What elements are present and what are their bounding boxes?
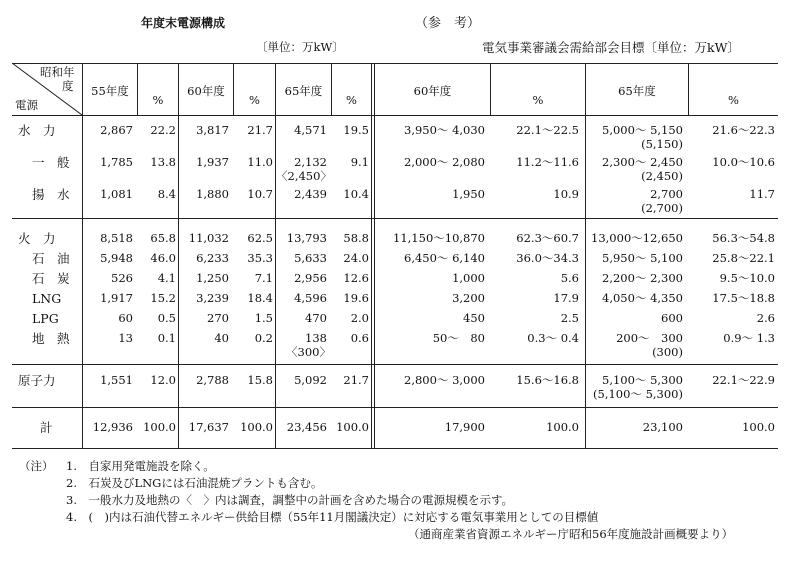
cell-v55: 2,867 — [100, 123, 133, 137]
cell-p65: 12.6 — [343, 271, 369, 285]
col-header-pct-55: % — [152, 93, 164, 107]
row-label: 計 — [40, 420, 53, 435]
right-table-title: 電気事業審議会需給部会目標〔単位：万kW〕 — [482, 40, 740, 55]
cell-p55: 0.1 — [157, 331, 176, 345]
cell-rp65: 10.0～10.6 — [712, 155, 775, 169]
cell-rp65: 11.7 — [749, 187, 775, 201]
col-header-55: 55年度 — [91, 84, 129, 98]
cell-v60: 1,250 — [196, 271, 229, 285]
cell-v60: 11,032 — [188, 231, 229, 245]
cell-p60: 7.1 — [254, 271, 273, 285]
column-divider — [233, 63, 234, 115]
cell-v55: 8,518 — [100, 231, 133, 245]
notes-label: （注） — [19, 459, 54, 473]
cell-v60: 6,233 — [196, 251, 229, 265]
cell-v55: 1,917 — [100, 291, 133, 305]
cell-v65-planned: 〈300〉 — [286, 345, 331, 359]
thermal-group-separator — [12, 364, 778, 365]
cell-p60: 100.0 — [240, 420, 273, 434]
cell-r60: 11,150～10,870 — [393, 231, 485, 245]
cell-p65: 19.5 — [343, 123, 369, 137]
cell-rp60: 11.2～11.6 — [516, 155, 579, 169]
note-item: 2. 石炭及びLNGには石油混焼プラントも含む。 — [66, 476, 323, 490]
column-divider — [331, 63, 332, 115]
cell-rp60: 0.3～ 0.4 — [527, 331, 579, 345]
cell-rp65: 100.0 — [742, 420, 775, 434]
row-label: 石 油 — [32, 251, 70, 266]
cell-p55: 8.4 — [157, 187, 176, 201]
cell-r60: 3,950～ 4,030 — [404, 123, 485, 137]
cell-v65: 2,132 — [294, 155, 327, 169]
cell-r65: 5,950～ 5,100 — [602, 251, 683, 265]
cell-p60: 21.7 — [247, 123, 273, 137]
cell-p55: 13.8 — [150, 155, 176, 169]
cell-p65: 0.6 — [350, 331, 369, 345]
hydro-group-separator — [12, 218, 778, 219]
cell-v65: 138 — [305, 331, 327, 345]
ref-col-header-60: 60年度 — [413, 84, 452, 98]
corner-header-source: 電源 — [15, 98, 38, 112]
row-label: 水 力 — [18, 123, 56, 138]
cell-rp65: 21.6～22.3 — [712, 123, 775, 137]
cell-r65: 4,050～ 4,350 — [602, 291, 683, 305]
cell-rp65: 56.3～54.8 — [712, 231, 775, 245]
cell-v65: 23,456 — [286, 420, 327, 434]
cell-v65-planned: 〈2,450〉 — [276, 169, 332, 183]
cell-rp60: 62.3～60.7 — [516, 231, 579, 245]
cell-p65: 2.0 — [350, 311, 369, 325]
cell-rp65: 17.5～18.8 — [712, 291, 775, 305]
cell-p60: 0.2 — [254, 331, 273, 345]
col-header-60: 60年度 — [187, 84, 225, 98]
cell-r65-target: (300) — [652, 345, 683, 359]
note-item: 1. 自家用発電施設を除く。 — [66, 459, 215, 473]
cell-r65: 2,300～ 2,450 — [602, 155, 683, 169]
note-item: 3. 一般水力及地熱の〈 〉内は調査，調整中の計画を含めた場合の電源規模を示す。 — [66, 493, 514, 507]
cell-v60: 270 — [207, 311, 229, 325]
cell-r60: 2,000～ 2,080 — [404, 155, 485, 169]
cell-r65: 2,700 — [650, 187, 683, 201]
cell-p55: 46.0 — [150, 251, 176, 265]
ref-col-header-pct-65: % — [728, 93, 739, 107]
cell-v60: 3,817 — [196, 123, 229, 137]
cell-p55: 65.8 — [150, 231, 176, 245]
cell-v65: 2,439 — [294, 187, 327, 201]
row-label: 揚 水 — [32, 187, 70, 202]
column-divider — [688, 63, 689, 115]
cell-v60: 3,239 — [196, 291, 229, 305]
row-label: 一 般 — [32, 155, 70, 170]
cell-p55: 12.0 — [150, 373, 176, 387]
cell-r65-target: (2,450) — [641, 169, 683, 183]
row-label: 火 力 — [18, 231, 56, 246]
cell-p65: 10.4 — [343, 187, 369, 201]
cell-rp60: 17.9 — [553, 291, 579, 305]
cell-v65: 470 — [305, 311, 327, 325]
cell-v65: 4,596 — [294, 291, 327, 305]
cell-rp60: 100.0 — [546, 420, 579, 434]
cell-p65: 19.6 — [343, 291, 369, 305]
cell-p55: 0.5 — [157, 311, 176, 325]
cell-v55: 5,948 — [100, 251, 133, 265]
cell-p55: 100.0 — [143, 420, 176, 434]
cell-v65: 5,633 — [294, 251, 327, 265]
row-label: LPG — [32, 311, 59, 326]
cell-v55: 1,551 — [100, 373, 133, 387]
cell-v60: 2,788 — [196, 373, 229, 387]
cell-v65: 4,571 — [294, 123, 327, 137]
cell-r65: 13,000～12,650 — [591, 231, 683, 245]
cell-v55: 13 — [118, 331, 133, 345]
cell-v55: 526 — [111, 271, 133, 285]
cell-p55: 22.2 — [150, 123, 176, 137]
cell-rp60: 5.6 — [560, 271, 579, 285]
row-label: LNG — [32, 291, 62, 306]
cell-p60: 35.3 — [247, 251, 273, 265]
row-label: 原子力 — [18, 373, 56, 388]
row-label: 石 炭 — [32, 271, 70, 286]
col-header-pct-65: % — [346, 93, 357, 107]
cell-rp60: 15.6～16.8 — [516, 373, 579, 387]
source-citation: （通商産業省資源エネルギー庁昭和56年度施設計画概要より） — [408, 527, 734, 541]
table-top-border — [12, 63, 778, 64]
cell-rp60: 2.5 — [560, 311, 579, 325]
reference-heading: （参 考） — [415, 16, 481, 31]
cell-rp60: 22.1～22.5 — [516, 123, 579, 137]
cell-v55: 60 — [118, 311, 133, 325]
cell-r65: 5,100～ 5,300 — [602, 373, 683, 387]
cell-p55: 15.2 — [150, 291, 176, 305]
cell-p65: 58.8 — [343, 231, 369, 245]
cell-r60: 1,950 — [452, 187, 485, 201]
cell-r60: 2,800～ 3,000 — [404, 373, 485, 387]
column-divider — [371, 63, 372, 448]
cell-p65: 9.1 — [350, 155, 369, 169]
table-bottom-border — [12, 448, 778, 449]
cell-v65: 13,793 — [286, 231, 327, 245]
cell-p65: 24.0 — [343, 251, 369, 265]
header-bottom-border — [12, 115, 778, 116]
cell-v55: 1,081 — [100, 187, 133, 201]
cell-r60: 17,900 — [444, 420, 485, 434]
cell-p60: 62.5 — [247, 231, 273, 245]
cell-r65: 600 — [661, 311, 683, 325]
cell-r60: 6,450～ 6,140 — [404, 251, 485, 265]
cell-p65: 100.0 — [336, 420, 369, 434]
cell-p60: 11.0 — [247, 155, 273, 169]
cell-v55: 1,785 — [100, 155, 133, 169]
cell-v60: 17,637 — [188, 420, 229, 434]
ref-col-header-65: 65年度 — [618, 84, 656, 98]
cell-v60: 1,880 — [196, 187, 229, 201]
row-label: 地 熱 — [32, 331, 70, 346]
cell-rp65: 22.1～22.9 — [712, 373, 775, 387]
cell-r65-target: (2,700) — [641, 201, 683, 215]
column-divider — [137, 63, 138, 115]
cell-v65: 5,092 — [294, 373, 327, 387]
cell-r65: 5,000～ 5,150 — [602, 123, 683, 137]
cell-p60: 15.8 — [247, 373, 273, 387]
cell-v65: 2,956 — [294, 271, 327, 285]
cell-rp65: 25.8～22.1 — [712, 251, 775, 265]
ref-col-header-pct-60: % — [532, 93, 544, 107]
cell-r65-target: (5,100～ 5,300) — [593, 387, 683, 401]
cell-rp65: 2.6 — [756, 311, 775, 325]
cell-r60: 1,000 — [452, 271, 485, 285]
cell-rp60: 10.9 — [553, 187, 579, 201]
corner-header-year-suffix: 度 — [62, 79, 74, 93]
nuclear-group-separator — [12, 407, 778, 408]
cell-rp60: 36.0～34.3 — [516, 251, 579, 265]
cell-r60: 50～ 80 — [432, 331, 485, 345]
cell-rp65: 9.5～10.0 — [719, 271, 775, 285]
cell-v60: 1,937 — [196, 155, 229, 169]
cell-v60: 40 — [214, 331, 229, 345]
cell-p55: 4.1 — [157, 271, 176, 285]
note-item: 4. ( )内は石油代替エネルギー供給目標（55年11月閣議決定）に対応する電気事業用としての目標値 — [66, 510, 599, 524]
cell-r65: 23,100 — [642, 420, 683, 434]
corner-header-year: 昭和年 — [40, 65, 75, 79]
cell-p60: 10.7 — [247, 187, 273, 201]
cell-r60: 450 — [463, 311, 485, 325]
cell-p65: 21.7 — [343, 373, 369, 387]
cell-r60: 3,200 — [452, 291, 485, 305]
col-header-65: 65年度 — [284, 84, 323, 98]
column-divider — [490, 63, 491, 115]
cell-r65: 200～ 300 — [616, 331, 683, 345]
col-header-pct-60: % — [249, 93, 260, 107]
cell-p60: 18.4 — [247, 291, 273, 305]
left-table-unit: 〔単位：万kW〕 — [256, 40, 344, 54]
cell-p60: 1.5 — [254, 311, 273, 325]
cell-rp65: 0.9～ 1.3 — [723, 331, 775, 345]
cell-v55: 12,936 — [92, 420, 133, 434]
cell-r65: 2,200～ 2,300 — [602, 271, 683, 285]
cell-r65-target: (5,150) — [641, 137, 683, 151]
left-table-title: 年度末電源構成 — [141, 16, 226, 30]
